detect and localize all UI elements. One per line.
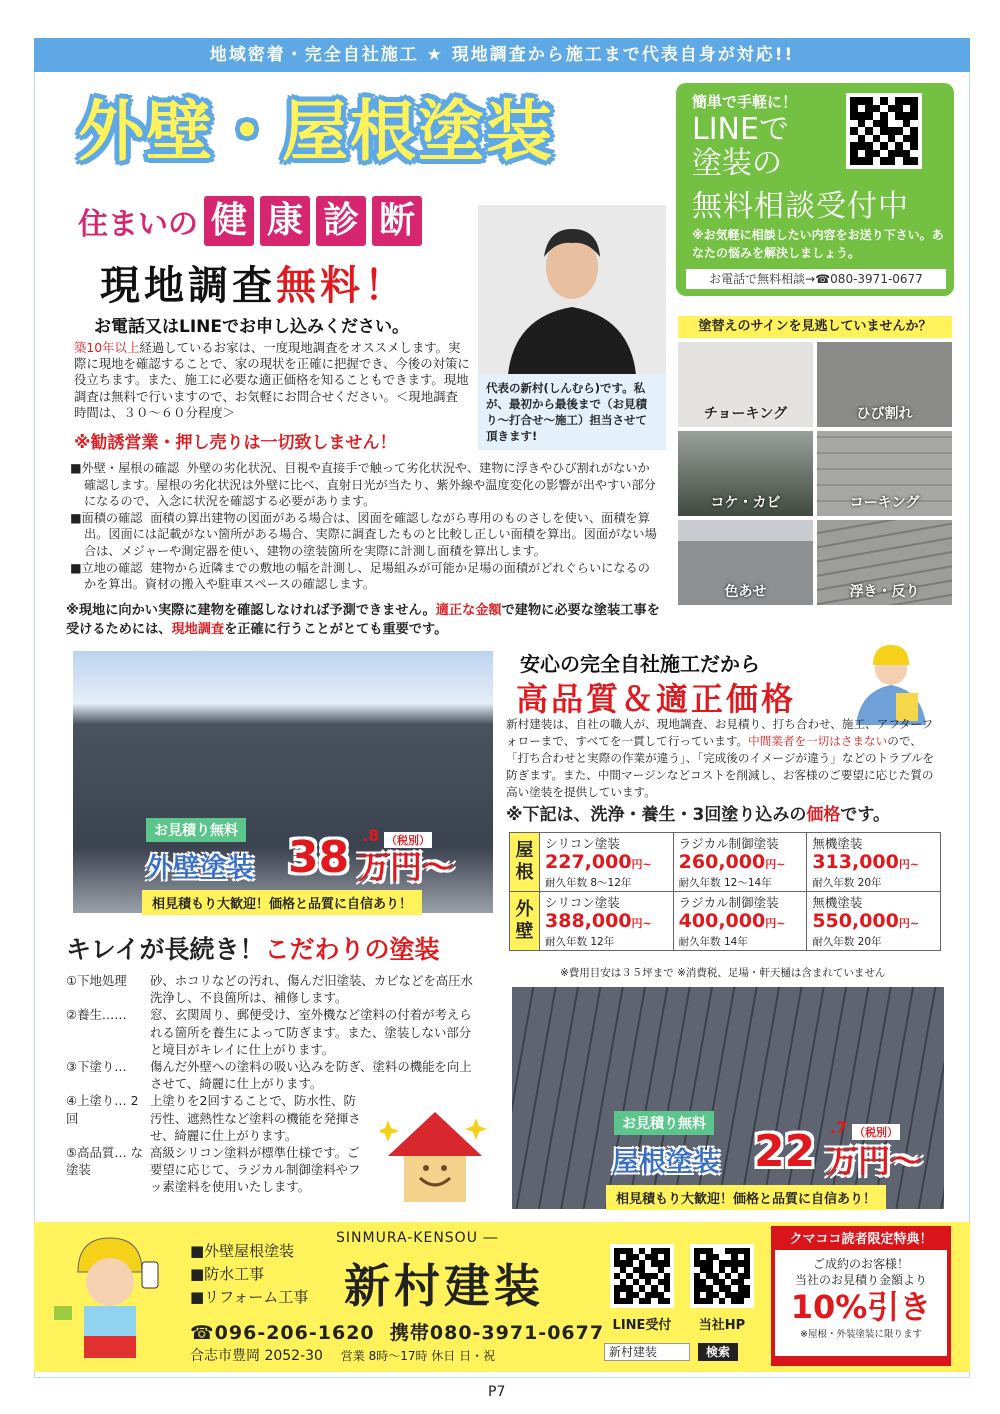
free-survey-black: 現地調査 [100,263,276,309]
kodawari-heading: キレイが長続き！こだわりの塗装 [66,935,440,964]
row-header-roof: 屋根 [510,833,540,892]
quality-heading: 高品質＆適正価格 [516,680,797,718]
heading-box: 断 [372,196,422,246]
price-cell: ラジカル制御塗装 260,000円~ 耐久年数 12～14年 [673,833,807,892]
sign-moss-photo: コケ・カビ [678,431,813,516]
company-name: 新村建装 [344,1259,544,1313]
roof-tax-note: （税別） [854,1126,898,1139]
check-item: ■外壁・屋根の確認 外壁の劣化状況、目視や直接手で触って劣化状況や、建物に浮きやひび割れがないか確認します。屋根の劣化状況は外壁に比べ、直射日光が当たり、紫外線や温度変化の影響が出やすい部分になるので、入念に状況を確認する必要があります。 [70,461,656,509]
step-item: ④上塗り… 2回 上塗りを2回することで、防水性、防汚性、遮熱性など塗料の機能を発揮させ、綺麗に仕上がります。 [66,1093,361,1143]
line-box-lead: 簡単で手軽に！ [692,93,798,111]
price-cell: シリコン塗装 227,000円~ 耐久年数 8～12年 [540,833,674,892]
wall-price: 38 [288,832,350,883]
main-title: 外壁・屋根塗装 [78,93,554,170]
step-item: ②養生…… 窓、玄関周り、郵便受け、室外機など塗料の付着が考えられる箇所を養生によって防ぎます。また、塗装しない部分と境目がキレイに仕上がります。 [66,1007,472,1057]
price-table-note: ※費用目安は３５坪まで ※消費税、足場・軒天樋は含まれていません [560,967,886,979]
free-survey-heading [100,254,408,311]
company-phones [190,1318,604,1345]
company-romaji: SINMURA-KENSOU ― [336,1230,499,1246]
roof-painting-label: 屋根塗装 [612,1147,720,1178]
step-item: ⑤高品質… な塗装 高級シリコン塗料が標準仕様です。ご要望に応じて、ラジカル制御塗料やフッ素塗料を使用いたします。 [66,1145,361,1195]
homepage-qr-label: 当社HP [698,1318,746,1333]
roof-price: 22 [754,1126,816,1177]
line-box-line3: 塗装の [692,146,782,181]
office-phone[interactable]: ☎096-206-1620 [190,1322,375,1344]
signs-title: 塗替えのサインを見逃していませんか？ [678,316,952,338]
line-consult-box[interactable] [676,83,954,296]
wall-slogan: 相見積もり大歓迎！価格と品質に自信あり！ [142,890,422,915]
sign-chalking-photo: チョーキング [678,342,813,427]
page-number: P7 [488,1384,506,1400]
reader-promo-box [771,1226,951,1366]
house-mascot-icon [380,1100,490,1210]
homepage-qr-code-icon[interactable] [690,1244,754,1308]
line-box-title: 無料相談受付中 [692,189,909,224]
promo-line2: 当社のお見積り金額より [794,1273,927,1287]
line-box-line2: LINEで [692,112,789,147]
wall-painting-label: 外壁塗装 [146,853,254,884]
sign-warping-photo: 浮き・反り [817,520,952,605]
apply-instruction: お電話又はLINEでお申し込みください。 [94,317,409,337]
representative-caption: 代表の新村(しんむら)です。私が、最初から最後まで（お見積り～打合せ～施工）担当させて頂きます! [478,374,666,450]
promo-note: ※屋根・外装塗装に限ります [800,1329,922,1340]
roof-slogan: 相見積もり大歓迎！価格と品質に自信あり！ [606,1185,886,1210]
sign-caulking-photo: コーキング [817,431,952,516]
row-header-wall: 外壁 [510,892,540,951]
intro-lead: 築10年以上 [74,340,140,355]
heading-box: 健 [204,196,254,246]
service-item: ■外壁屋根塗装 [190,1242,295,1260]
quality-paragraph: 新村建装は、自社の職人が、現地調査、お見積り、打ち合わせ、施工、アフターフォローまで、すべてを一貫して行っています。中間業者を一切はさまないので、「打ち合わせと実際の作業が違う」、「完成後のイメージが違う」などのトラブルを防ぎます。また、中間マージンなどコストを削減し、お客様のご要望に応じた質の高い塗装を提供しています。 [506,717,935,799]
heading-box: 診 [316,196,366,246]
heading-prefix: 住まいの [78,207,198,242]
worker-illustration [846,635,936,725]
step-item: ①下地処理 砂、ホコリなどの汚れ、傷んだ旧塗装、カビなどを高圧水洗浄し、不良箇所は、補修します。 [66,973,473,1006]
roof-price-decimal: .7 [830,1118,848,1137]
mascot-worker-icon [48,1232,178,1366]
wall-price-decimal: .8 [362,826,380,845]
price-row-roof [510,833,941,892]
service-item: ■リフォーム工事 [190,1288,309,1306]
line-qr-label: LINE受付 [612,1318,672,1333]
price-table-heading: ※下記は、洗浄・養生・3回塗り込みの価格です。 [506,805,890,825]
promo-discount: 10%引き [790,1288,932,1326]
company-address: 合志市豊岡 2052-30 営業 8時～17時 休日 日・祝 [190,1348,496,1364]
quality-subheading: 安心の完全自社施工だから [520,652,760,676]
wall-tax-note: （税別） [386,834,430,847]
check-item: ■立地の確認 建物から近隣までの敷地の幅を計測し、足場組みが可能か足場の面積がどれぐらいになるのかを算出。資材の搬入や駐車スペースの確認します。 [70,560,650,592]
roof-price-unit: 万円～ [826,1142,923,1180]
wall-free-estimate-tag: お見積り無料 [146,818,246,842]
intro-paragraph [74,340,470,421]
check-item: ■面積の確認 面積の算出建物の図面がある場合は、図面を確認しながら専用のものさしを使い、面積を算出。図面には記載がない箇所がある場合、実際に調査したものと比較し正しい面積を算出。図面がない場合は、メジャーや測定器を使い、建物の塗装箇所を実際に計測し面積を算出します。 [70,510,657,558]
qr-code-icon[interactable] [846,93,922,169]
roof-free-estimate-tag: お見積り無料 [614,1111,714,1135]
no-sales-warning: ※勧誘営業・押し売りは一切致しません！ [74,433,397,453]
line-box-phone[interactable]: お電話で無料相談→☎080-3971-0677 [686,269,946,289]
price-cell: 無機塗装 313,000円~ 耐久年数 20年 [807,833,941,892]
survey-importance-note: ※現地に向かい実際に建物を確認しなければ予測できません。適正な金額で建物に必要な塗装工事を受けるためには、現地調査を正確に行うことがとても重要です。 [66,603,660,637]
intro-text: 経過しているお家は、一度現地調査をオススメします。実際に現地を確認することで、家の現状を正確に把握でき、今後の対策に役立ちます。また、施工に必要な適正価格を知ることもできます。現地調査は無料で行いますので、お気軽にお問合せください。＜現地調査時間は、３０～６０分程度＞ [74,340,470,420]
promo-title: クマココ読者限定特典！ [789,1232,933,1247]
line-box-note: ※お気軽に相談したい内容をお送り下さい。あなたの悩みを解決しましょう。 [692,228,944,260]
mobile-phone[interactable]: 携帯080-3971-0677 [389,1322,605,1344]
heading-box: 康 [260,196,310,246]
sign-fading-photo: 色あせ [678,520,813,605]
price-table [509,832,941,951]
health-check-heading [78,196,422,246]
step-item: ③下塗り… 傷んだ外壁への塗料の吸い込みを防ぎ、塗料の機能を向上させて、綺麗に仕上がります。 [66,1059,472,1092]
service-list [190,1240,308,1309]
check-list [70,460,660,593]
search-button[interactable]: 検索 [698,1343,738,1361]
wall-price-unit: 万円～ [358,848,455,886]
price-row-wall [510,892,941,951]
top-banner: 地域密着・完全自社施工 ★ 現地調査から施工まで代表自身が対応!! [34,38,970,72]
service-item: ■防水工事 [190,1265,265,1283]
search-input[interactable]: 新村建装 [604,1343,690,1361]
price-cell: 無機塗装 550,000円~ 耐久年数 20年 [807,892,941,951]
promo-line1: ご成約のお客様！ [812,1257,909,1271]
price-cell: シリコン塗装 388,000円~ 耐久年数 12年 [540,892,674,951]
sign-crack-photo: ひび割れ [817,342,952,427]
price-cell: ラジカル制御塗装 400,000円~ 耐久年数 14年 [673,892,807,951]
free-survey-red: 無料！ [276,263,408,309]
signs-grid [678,342,952,605]
line-qr-code-icon[interactable] [610,1244,674,1308]
